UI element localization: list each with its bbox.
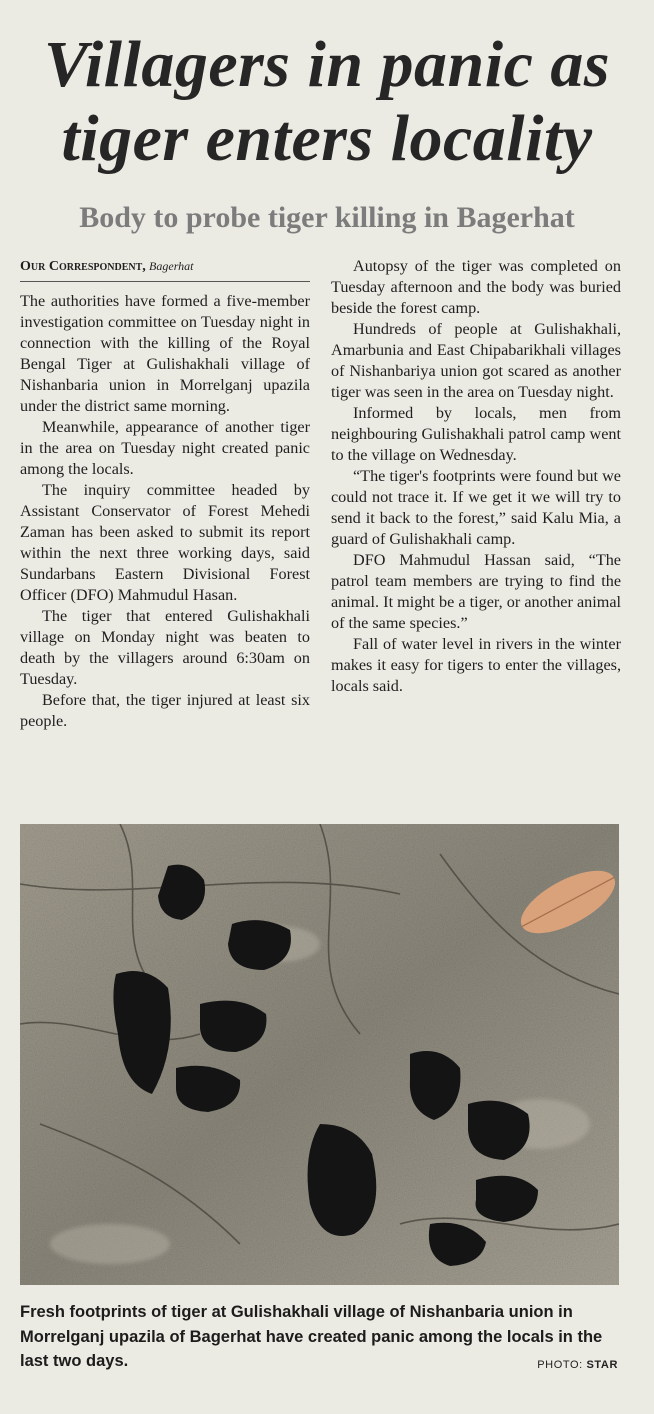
byline-place: Bagerhat — [149, 259, 194, 273]
tiger-footprints-photo — [20, 824, 619, 1285]
photo-credit-label: PHOTO: — [537, 1359, 583, 1371]
headline-line-2: tiger enters locality — [61, 102, 593, 175]
paragraph: DFO Mahmudul Hassan said, “The patrol team members are trying to find the animal. It might be a tiger, or another animal of the same species.” — [331, 551, 621, 632]
paragraph: The tiger that entered Gulishakhali village on Monday night was beaten to death by the villagers around 6:30am on Tuesday. — [20, 607, 310, 688]
paragraph: Fall of water level in rivers in the winter makes it easy for tigers to enter the villages, locals said. — [331, 635, 621, 695]
paragraph: Meanwhile, appearance of another tiger in the area on Tuesday night created panic among the locals. — [20, 418, 310, 478]
paragraph: Hundreds of people at Gulishakhali, Amarbunia and East Chipabarikhali villages of Nishanbariya union got scared as another tiger was seen in the area on Tuesday night. — [331, 320, 621, 401]
paragraph: Before that, the tiger injured at least six people. — [20, 691, 310, 730]
article-column-left — [20, 256, 310, 732]
paragraph: The inquiry committee headed by Assistant Conservator of Forest Mehedi Zaman has been asked to submit its report within the next three working days, said Sundarbans Eastern Divisional Forest Officer (DFO) Mahmudul Hasan. — [20, 481, 310, 604]
paragraph: Informed by locals, men from neighbouring Gulishakhali patrol camp went to the village on Wednesday. — [331, 404, 621, 464]
byline-name: Our Correspondent, — [20, 259, 146, 274]
headline-line-1: Villagers in panic as — [43, 28, 611, 101]
byline — [20, 256, 310, 282]
photo-credit — [537, 1359, 618, 1371]
photo-caption: Fresh footprints of tiger at Gulishakhali village of Nishanbaria union in Morrelganj upazila of Bagerhat have created panic among the locals in the last two days. — [20, 1303, 603, 1370]
paragraph: “The tiger's footprints were found but we could not trace it. If we get it we will try to send it back to the forest,” said Kalu Mia, a guard of Gulishakhali camp. — [331, 467, 621, 548]
photo-credit-source: STAR — [586, 1359, 618, 1371]
subheadline: Body to probe tiger killing in Bagerhat — [79, 201, 575, 234]
headline — [0, 28, 654, 176]
paragraph: The authorities have formed a five-member investigation committee on Tuesday night in connection with the killing of the Royal Bengal Tiger at Gulishakhali village of Nishanbaria union in Morrelganj upazila under the district same morning. — [20, 292, 310, 415]
article-column-right — [331, 256, 621, 697]
paragraph: Autopsy of the tiger was completed on Tuesday afternoon and the body was buried beside the forest camp. — [331, 257, 621, 317]
